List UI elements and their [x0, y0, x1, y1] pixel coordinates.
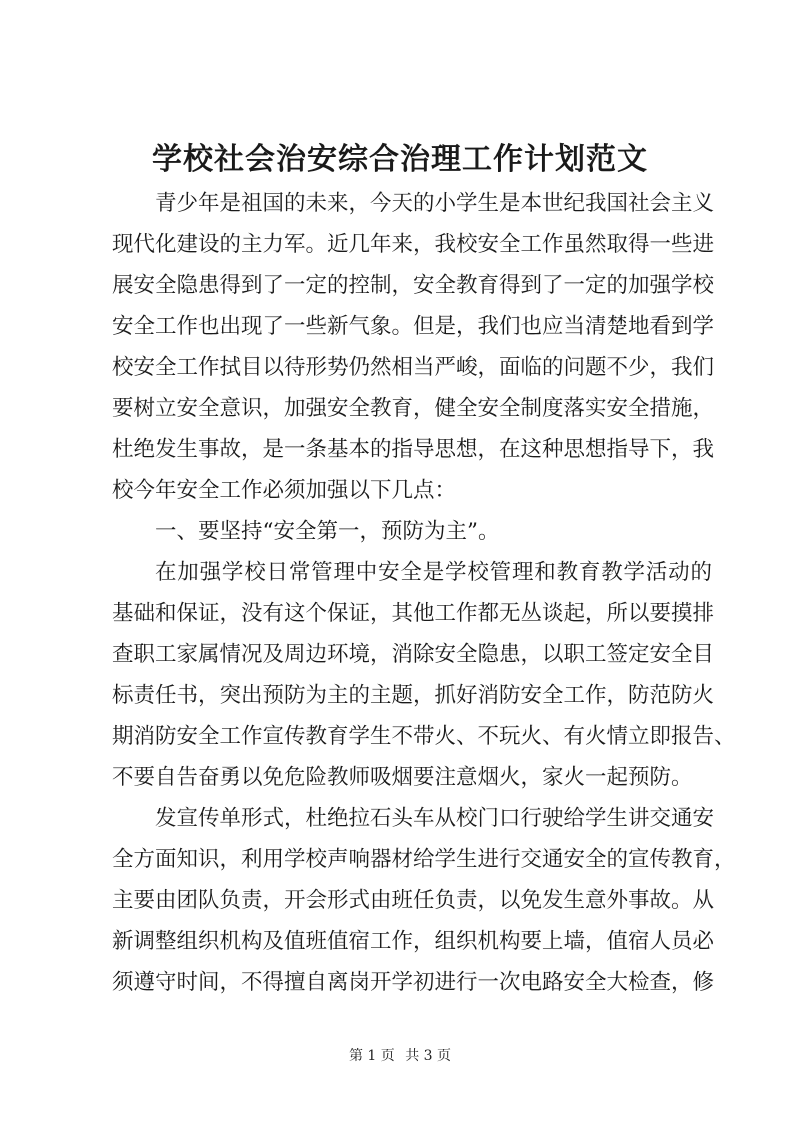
text-line: 校安全工作拭目以待形势仍然相当严峻，面临的问题不少，我们: [112, 355, 715, 380]
text-line: 须遵守时间，不得擅自离岗开学初进行一次电路安全大检查，修: [112, 970, 715, 995]
text-line: 主要由团队负责，开会形式由班任负责，以免发生意外事故。从: [112, 888, 715, 913]
page-number: 第 1 页: [348, 1048, 395, 1064]
text-line: 展安全隐患得到了一定的控制，安全教育得到了一定的加强学校: [112, 273, 715, 298]
text-line: 现代化建设的主力军。近几年来，我校安全工作虽然取得一些进: [112, 232, 715, 257]
text-line: 安全工作也出现了一些新气象。但是，我们也应当清楚地看到学: [112, 314, 715, 339]
text-line: 查职工家属情况及周边环境，消除安全隐患，以职工签定安全目: [112, 642, 715, 667]
text-line: 发宣传单形式，杜绝拉石头车从校门口行驶给学生讲交通安: [155, 806, 715, 831]
text-line: 标责任书，突出预防为主的主题，抓好消防安全工作，防范防火: [112, 683, 715, 708]
text-line: 新调整组织机构及值班值宿工作，组织机构要上墙，值宿人员必: [112, 929, 715, 954]
text-line: 不要自告奋勇以免危险教师吸烟要注意烟火，家火一起预防。: [112, 765, 693, 790]
text-line: 要树立安全意识，加强安全教育，健全安全制度落实安全措施，: [112, 396, 715, 421]
text-line: 全方面知识，利用学校声响器材给学生进行交通安全的宣传教育，: [112, 847, 736, 872]
text-line: 基础和保证，没有这个保证，其他工作都无丛谈起，所以要摸排: [112, 601, 715, 626]
text-line: 期消防安全工作宣传教育学生不带火、不玩火、有火情立即报告、: [112, 724, 736, 749]
text-line: 校今年安全工作必须加强以下几点：: [112, 478, 457, 503]
document-title: 学校社会治安综合治理工作计划范文: [152, 142, 648, 177]
page-total: 共 3 页: [405, 1048, 452, 1064]
section-heading: 一、要坚持“安全第一，预防为主”。: [155, 519, 500, 544]
text-line: 在加强学校日常管理中安全是学校管理和教育教学活动的: [155, 560, 712, 585]
page-footer: [0, 1046, 800, 1066]
text-line: 杜绝发生事故，是一条基本的指导思想，在这种思想指导下，我: [112, 437, 715, 462]
text-line: 青少年是祖国的未来，今天的小学生是本世纪我国社会主义: [155, 191, 715, 216]
